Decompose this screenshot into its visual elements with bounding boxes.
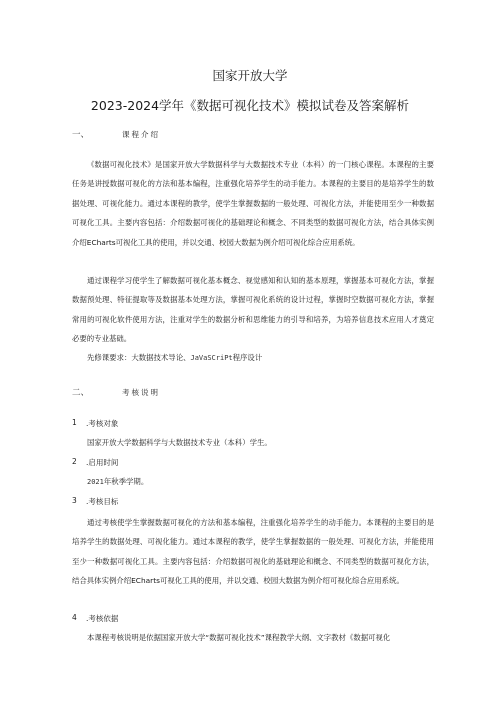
item-title: .考核目标 bbox=[86, 497, 119, 506]
section-heading-course-intro bbox=[72, 128, 160, 140]
university-title: 国家开放大学 bbox=[212, 68, 288, 83]
item-heading-exam-basis bbox=[72, 613, 118, 624]
prerequisite-code: JaVaSCriPt bbox=[190, 354, 233, 362]
exam-title: 2023-2024学年《数据可视化技术》模拟试卷及答案解析 bbox=[90, 98, 410, 113]
start-year: 2021 bbox=[87, 478, 104, 486]
item-text-start-time bbox=[87, 476, 148, 487]
start-term: 年秋季学期。 bbox=[103, 477, 149, 486]
section-name: 考核说明 bbox=[122, 388, 160, 397]
item-number: 3 bbox=[72, 496, 77, 505]
item-title: .考核对象 bbox=[86, 419, 119, 428]
section-heading-exam-notes bbox=[72, 386, 160, 398]
item-heading-start-time bbox=[72, 457, 118, 468]
item-number: 1 bbox=[72, 418, 77, 427]
item-title: .启用时间 bbox=[86, 458, 119, 467]
item-heading-exam-target bbox=[72, 418, 118, 429]
item-text-exam-target: 国家开放大学数据科学与大数据技术专业（本科）学生。 bbox=[87, 438, 272, 447]
prerequisite-line bbox=[87, 352, 262, 363]
section-number: 二、 bbox=[72, 388, 90, 398]
item-number: 2 bbox=[72, 457, 77, 466]
item-text-exam-goal: 通过考核使学生掌握数据可视化的方法和基本编程，注重强化培养学生的动手能力。本课程的主要目的是培养学生的数据处理、可视化能力。通过本课程的教学，使学生掌握数据的一般处理、可视化方法，并能使用至少一种数据可视化工具。主要内容包括：介绍数据可视化的基础理论和概念、不同类型的数据可视化方法，结合具体实例介绍ECharts可视化工具的使用，并以交通、校园大数据为例介绍可视化综合应用系统。 bbox=[72, 518, 434, 586]
section-number: 一、 bbox=[72, 130, 90, 140]
item-title: .考核依据 bbox=[86, 614, 119, 623]
item-number: 4 bbox=[72, 613, 77, 622]
prerequisite-tail: 程序设计 bbox=[232, 353, 263, 362]
section-name: 课程介绍 bbox=[122, 130, 160, 139]
item-text-exam-basis: 本课程考核说明是依据国家开放大学“数据可视化技术”课程教学大纲、文字教材《数据可视化 bbox=[87, 633, 391, 642]
item-heading-exam-goal bbox=[72, 496, 118, 507]
course-goal-paragraph: 通过课程学习使学生了解数据可视化基本概念、视觉感知和认知的基本原理，掌握基本可视化方法，掌握数据预处理、特征提取等及数据基本处理方法，掌握可视化系统的设计过程，掌握时空数据可视化方法，掌握常用的可视化软件使用方法，注重对学生的数据分析和思维能力的引导和培养，为培养信息技术应用人才奠定必要的专业基础。 bbox=[72, 276, 434, 344]
course-intro-paragraph: 《数据可视化技术》是国家开放大学数据科学与大数据技术专业（本科）的一门核心课程。本课程的主要任务是讲授数据可视化的方法和基本编程，注重强化培养学生的动手能力。本课程的主要目的是培养学生的数据处理、可视化能力。通过本课程的教学，使学生掌握数据的一般处理、可视化方法，并能使用至少一种数据可视化工具。主要内容包括：介绍数据可视化的基础理论和概念、不同类型的数据可视化方法，结合具体实例介绍ECharts可视化工具的使用，并以交通、校园大数据为例介绍可视化综合应用系统。 bbox=[72, 160, 434, 247]
prerequisite-label: 先修课要求：大数据技术导论、 bbox=[87, 353, 191, 362]
